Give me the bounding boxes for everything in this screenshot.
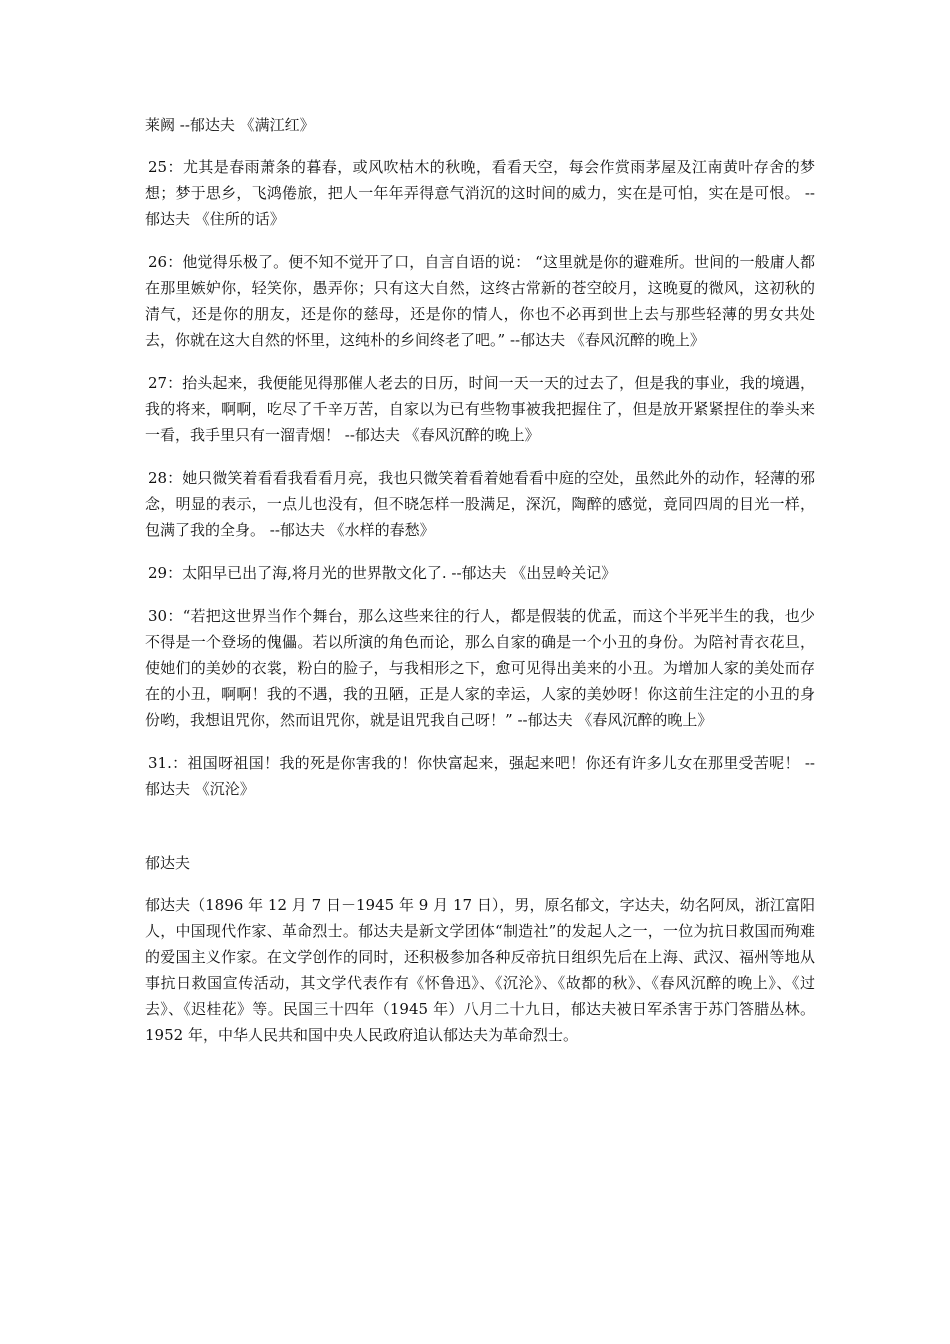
quote-text: 他觉得乐极了。便不知不觉开了口，自言自语的说： “这里就是你的避难所。世间的一般庸人都在那里嫉妒你，轻笑你，愚弄你；只有这大自然，这终古常新的苍空皎月，这晚夏的微风，这初秋的清气，还是你的朋友，还是你的慈母，还是你的情人，你也不必再到世上去与那些轻薄的男女共处去，你就在这大自然的怀里，这纯朴的乡间终老了吧。” --郁达夫 《春风沉醉的晚上》	[145, 253, 815, 349]
quote-number: 25：	[148, 158, 183, 176]
quote-28	[145, 465, 815, 543]
intro-line: 莱阙 --郁达夫 《满江红》	[145, 116, 315, 134]
bio-heading: 郁达夫	[145, 854, 191, 872]
quote-number: 31.：	[148, 754, 188, 772]
quote-text: 抬头起来，我便能见得那催人老去的日历，时间一天一天的过去了，但是我的事业，我的境遇，我的将来，啊啊，吃尽了千辛万苦，自家以为已有些物事被我把握住了，但是放开紧紧捏住的拳头来一看，我手里只有一溜青烟！ --郁达夫 《春风沉醉的晚上》	[145, 374, 815, 444]
quote-number: 26：	[148, 253, 183, 271]
quote-number: 29：	[148, 564, 183, 582]
quote-29	[145, 560, 815, 586]
quote-text: 尤其是春雨萧条的暮春，或风吹枯木的秋晚，看看天空，每会作赏雨茅屋及江南黄叶存舍的梦想；梦于思乡，飞鸿倦旅，把人一年年弄得意气消沉的这时间的威力，实在是可怕，实在是可恨。 --郁达夫 《住所的话》	[145, 158, 815, 228]
quote-27	[145, 370, 815, 448]
quote-30	[145, 603, 815, 733]
quote-26	[145, 249, 815, 353]
quote-25	[145, 154, 815, 232]
quote-31	[145, 750, 815, 802]
bio-text: 郁达夫（1896 年 12 月 7 日－1945 年 9 月 17 日），男，原名郁文，字达夫，幼名阿凤，浙江富阳人，中国现代作家、革命烈士。郁达夫是新文学团体“制造社”的发起人之一，一位为抗日救国而殉难的爱国主义作家。在文学创作的同时，还积极参加各种反帝抗日组织先后在上海、武汉、福州等地从事抗日救国宣传活动，其文学代表作有《怀鲁迅》、《沉沦》、《故都的秋》、《春风沉醉的晚上》、《过去》、《迟桂花》等。民国三十四年（1945 年）八月二十九日，郁达夫被日军杀害于苏门答腊丛林。1952 年，中华人民共和国中央人民政府追认郁达夫为革命烈士。	[145, 896, 815, 1044]
quote-number: 27：	[148, 374, 183, 392]
quote-text: 她只微笑着看看我看看月亮，我也只微笑着看着她看看中庭的空处，虽然此外的动作，轻薄的邪念，明显的表示，一点儿也没有，但不晓怎样一股满足，深沉，陶醉的感觉，竟同四周的目光一样，包满了我的全身。 --郁达夫 《水样的春愁》	[145, 469, 815, 539]
quote-number: 28：	[148, 469, 183, 487]
quote-text: 太阳早已出了海,将月光的世界散文化了. --郁达夫 《出昱岭关记》	[182, 564, 617, 582]
quote-number: 30：	[148, 607, 183, 625]
document-page	[145, 112, 815, 1048]
quote-text: 祖国呀祖国！我的死是你害我的！你快富起来，强起来吧！你还有许多儿女在那里受苦呢！ --郁达夫 《沉沦》	[145, 754, 815, 798]
quote-text: “若把这世界当作个舞台，那么这些来往的行人，都是假装的优孟，而这个半死半生的我，也少不得是一个登场的傀儡。若以所演的角色而论，那么自家的确是一个小丑的身份。为陪衬青衣花旦，使她们的美妙的衣裳，粉白的脸子，与我相形之下，愈可见得出美来的小丑。为增加人家的美处而存在的小丑，啊啊！我的不遇，我的丑陋，正是人家的幸运，人家的美妙呀！你这前生注定的小丑的身份哟，我想诅咒你，然而诅咒你，就是诅咒我自己呀！” --郁达夫 《春风沉醉的晚上》	[145, 607, 815, 729]
